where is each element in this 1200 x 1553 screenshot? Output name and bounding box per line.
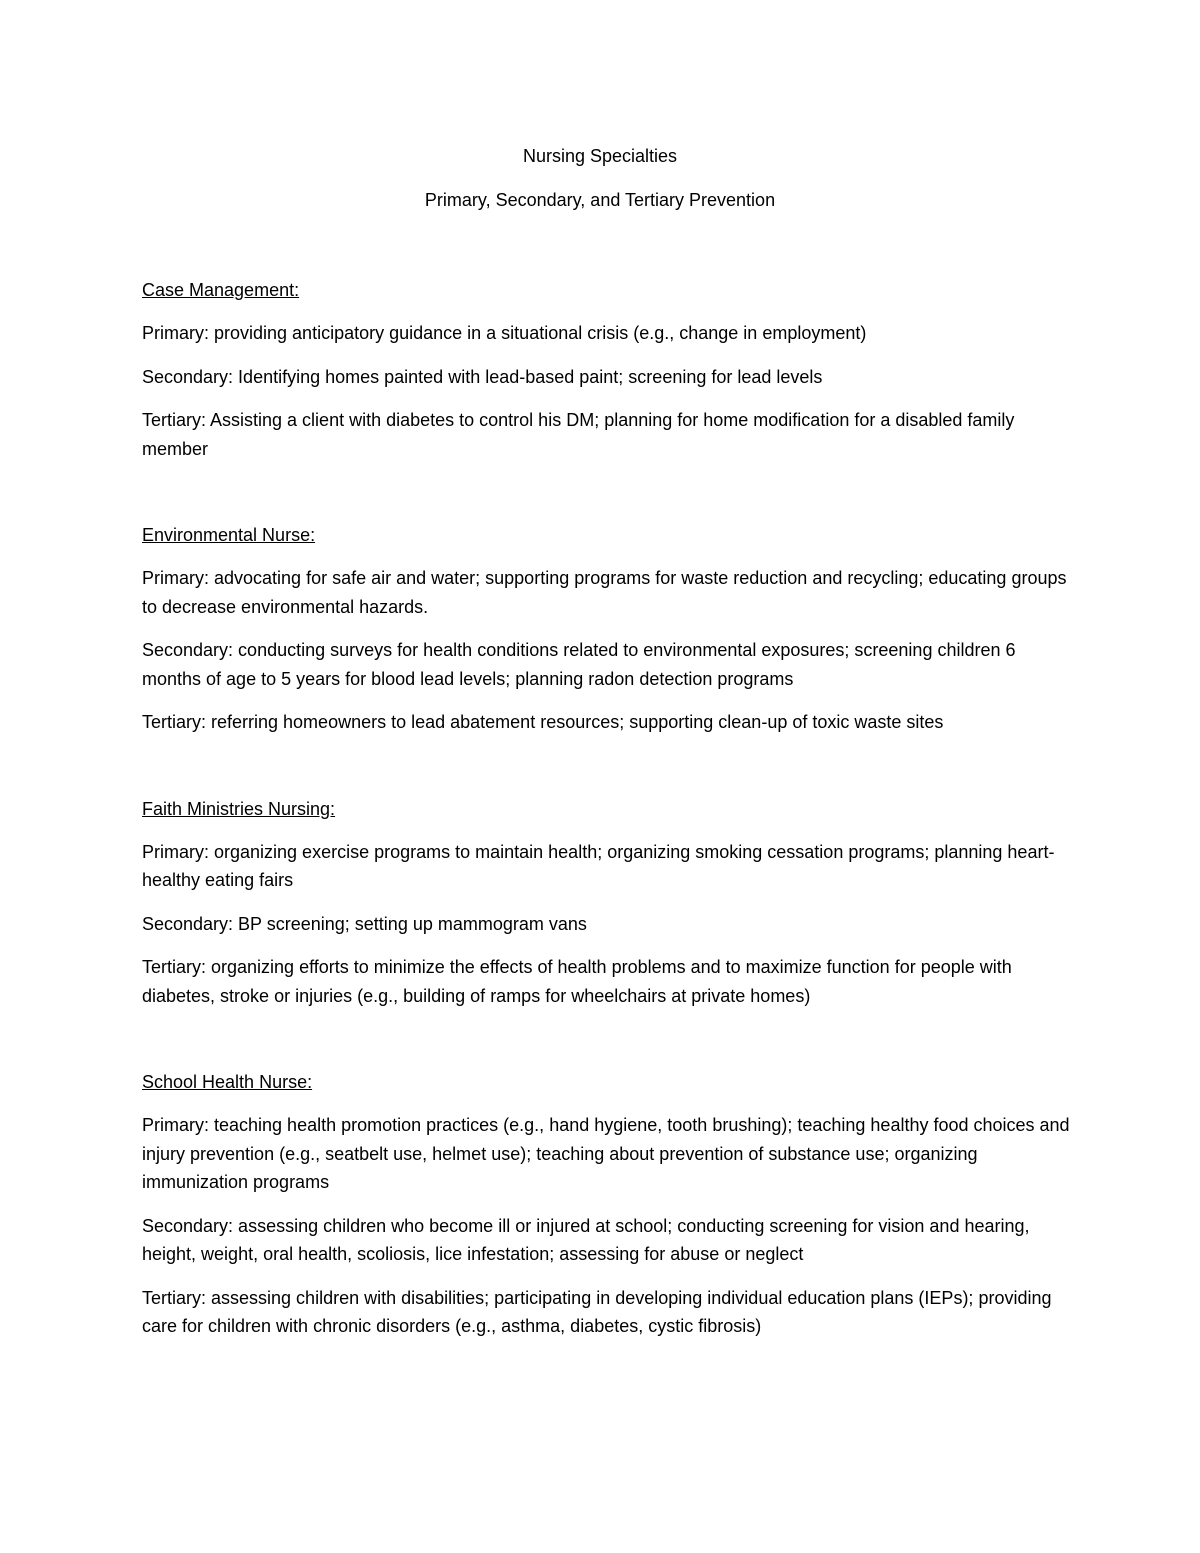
section-environmental-nurse bbox=[142, 521, 1072, 737]
section-heading: Faith Ministries Nursing: bbox=[142, 798, 336, 819]
tertiary-prevention-item: Tertiary: organizing efforts to minimize the effects of health problems and to maximize function for people with diabetes, stroke or injuries (e.g., building of ramps for wheelchairs at private homes) bbox=[142, 957, 1012, 1006]
section-heading: Environmental Nurse: bbox=[142, 525, 316, 545]
section-faith-ministries-nursing bbox=[142, 795, 1072, 1011]
section-heading: School Health Nurse: bbox=[142, 1072, 313, 1092]
secondary-prevention-item: Secondary: assessing children who become ill or injured at school; conducting screening for vision and hearing, height, weight, oral health, scoliosis, lice infestation; assessing for abuse or neglect bbox=[142, 1215, 1030, 1264]
secondary-prevention-item: Secondary: BP screening; setting up mammogram vans bbox=[142, 913, 587, 934]
section-school-health-nurse bbox=[142, 1068, 1072, 1341]
primary-prevention-item: Primary: organizing exercise programs to maintain health; organizing smoking cessation programs; planning heart-healthy eating fairs bbox=[142, 841, 1055, 890]
secondary-prevention-item: Secondary: Identifying homes painted with lead-based paint; screening for lead levels bbox=[142, 366, 823, 387]
document-title: Nursing Specialties bbox=[522, 146, 678, 166]
tertiary-prevention-item: Tertiary: referring homeowners to lead abatement resources; supporting clean-up of toxic waste sites bbox=[142, 712, 944, 732]
section-heading: Case Management: bbox=[142, 280, 300, 300]
section-case-management bbox=[142, 276, 1072, 463]
primary-prevention-item: Primary: advocating for safe air and water; supporting programs for waste reduction and recycling; educating groups to decrease environmental hazards. bbox=[142, 568, 1067, 617]
secondary-prevention-item: Secondary: conducting surveys for health conditions related to environmental exposures; screening children 6 months of age to 5 years for blood lead levels; planning radon detection programs bbox=[142, 640, 1016, 689]
document-body bbox=[142, 276, 1072, 1399]
primary-prevention-item: Primary: providing anticipatory guidance in a situational crisis (e.g., change in employment) bbox=[142, 323, 867, 343]
tertiary-prevention-item: Tertiary: assessing children with disabilities; participating in developing individual education plans (IEPs); providing care for children with chronic disorders (e.g., asthma, diabetes, cystic fibrosis) bbox=[142, 1287, 1052, 1336]
tertiary-prevention-item: Tertiary: Assisting a client with diabetes to control his DM; planning for home modification for a disabled family member bbox=[142, 410, 1015, 459]
primary-prevention-item: Primary: teaching health promotion practices (e.g., hand hygiene, tooth brushing); teaching healthy food choices and injury prevention (e.g., seatbelt use, helmet use); teaching about prevention of substance use; organizing immunization programs bbox=[142, 1115, 1070, 1192]
document-subtitle: Primary, Secondary, and Tertiary Prevention bbox=[424, 190, 776, 210]
